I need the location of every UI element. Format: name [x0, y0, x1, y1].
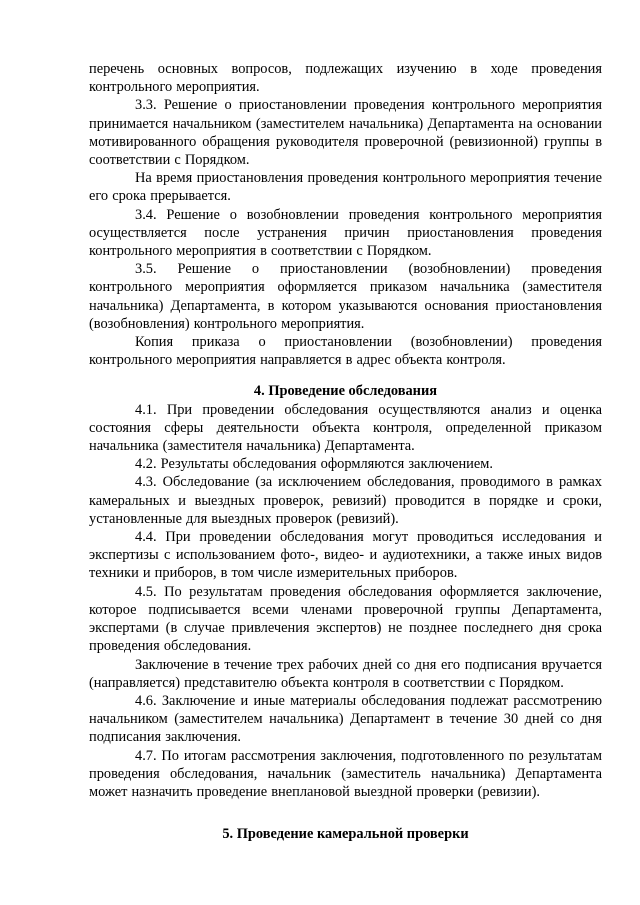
paragraph-4-3: 4.3. Обследование (за исключением обследования, проводимого в рамках камеральных и выездных проверок, ревизий) проводится в порядке и сроки, установленные для выездных проверок (ревизий). [89, 474, 602, 527]
paragraph-3-5: 3.5. Решение о приостановлении (возобновлении) проведения контрольного мероприятия оформляется приказом начальника (заместителя начальника) Департамента, в котором указываются основания приостановления (возобновления) контрольного мероприятия. [89, 261, 602, 332]
paragraph-4-6: 4.6. Заключение и иные материалы обследования подлежат рассмотрению начальником (заместителем начальника) Департамент в течение 30 дней со дня подписания заключения. [89, 692, 602, 746]
paragraph-3-4: 3.4. Решение о возобновлении проведения контрольного мероприятия осуществляется после устранения причин приостановления проведения контрольного мероприятия в соответствии с Порядком. [89, 206, 602, 260]
section-spacer [89, 801, 602, 825]
paragraph-3-3-suspension-time: На время приостановления проведения контрольного мероприятия течение его срока прерывается. [89, 170, 602, 205]
paragraph-intro-continuation: перечень основных вопросов, подлежащих изучению в ходе проведения контрольного мероприятия. [89, 61, 602, 96]
paragraph-4-4: 4.4. При проведении обследования могут проводиться исследования и экспертизы с использованием фото-, видео- и аудиотехники, а также иных видов техники и приборов, в том числе измерительных приборов. [89, 529, 602, 582]
section-4-heading: 4. Проведение обследования [253, 383, 438, 400]
section-5-heading: 5. Проведение камеральной проверки [222, 826, 469, 843]
paragraph-4-1: 4.1. При проведении обследования осуществляются анализ и оценка состояния сферы деятельности объекта контроля, определенной приказом начальника (заместителя начальника) Департамента. [89, 401, 602, 455]
paragraph-3-5-order-copy: Копия приказа о приостановлении (возобновлении) проведения контрольного мероприятия направляется в адрес объекта контроля. [89, 334, 602, 369]
section-spacer [89, 369, 602, 382]
paragraph-4-7: 4.7. По итогам рассмотрения заключения, подготовленного по результатам проведения обследования, начальник (заместитель начальника) Департамента может назначить проведение внеплановой выездной проверки (ревизии). [89, 747, 602, 800]
paragraph-3-3: 3.3. Решение о приостановлении проведения контрольного мероприятия принимается начальником (заместителем начальника) Департамента на основании мотивированного обращения руководителя проверочной (ревизионной) группы в соответствии с Порядком. [89, 97, 602, 169]
paragraph-4-5-delivery: Заключение в течение трех рабочих дней со дня его подписания вручается (направляется) представителю объекта контроля в соответствии с Порядком. [89, 656, 602, 691]
paragraph-4-5: 4.5. По результатам проведения обследования оформляется заключение, которое подписывается всеми членами проверочной группы Департамента, экспертами (в случае привлечения экспертов) не позднее последнего дня срока проведения обследования. [89, 583, 602, 655]
document-body [89, 60, 602, 843]
paragraph-4-2: 4.2. Результаты обследования оформляются заключением. [135, 456, 493, 473]
